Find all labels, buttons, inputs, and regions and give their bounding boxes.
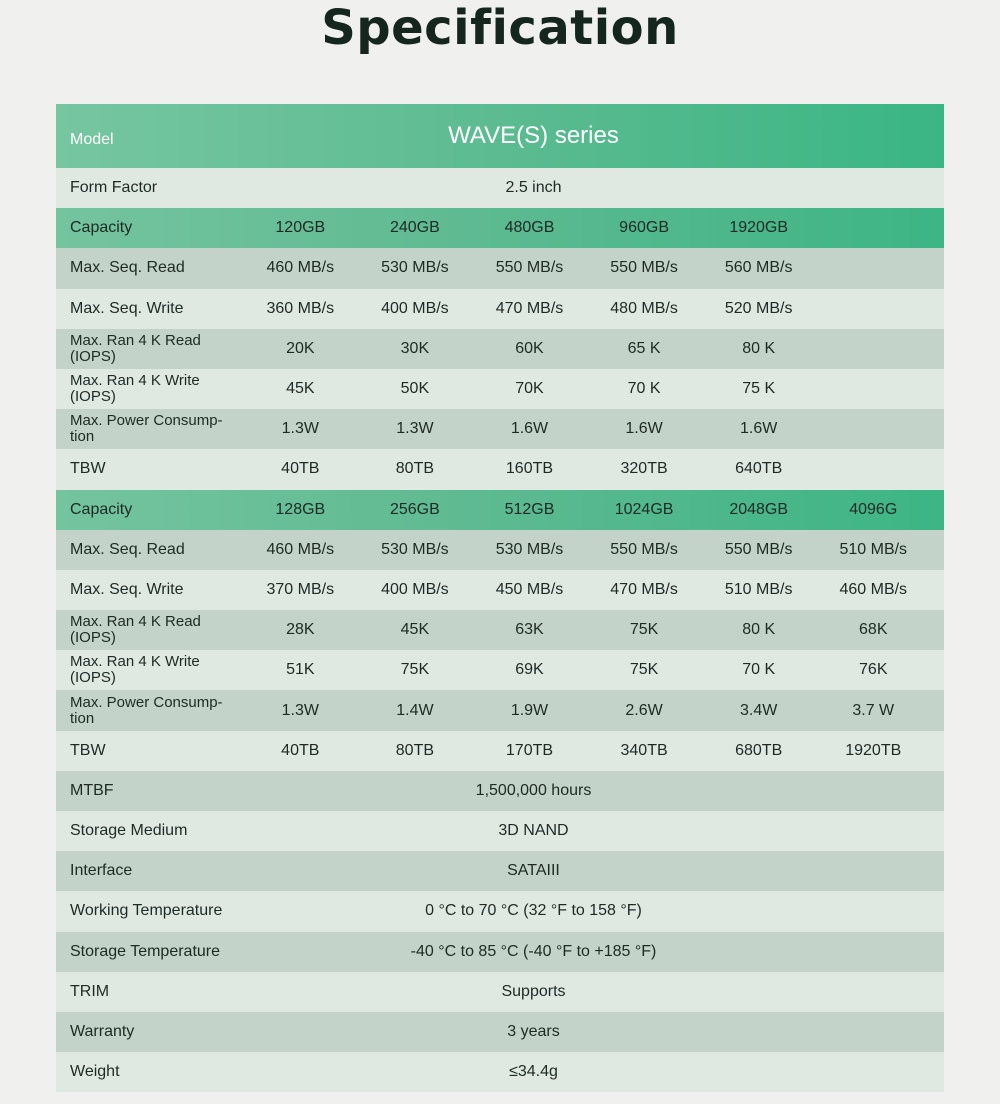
capacity-cell: 128GB	[275, 500, 326, 518]
spec-cell: 1.6W	[625, 420, 663, 438]
capacity-label: Capacity	[70, 500, 133, 518]
spec-cell: 70 K	[627, 380, 661, 398]
common-spec-value: 3 years	[507, 1023, 560, 1041]
capacity-cell: 256GB	[389, 500, 440, 518]
spec-cell: 400 MB/s	[381, 299, 449, 317]
spec-cell: 80 K	[742, 339, 776, 357]
model-label: Model	[70, 131, 114, 148]
spec-cell: 1.3W	[396, 420, 434, 438]
capacity-cell: 240GB	[389, 219, 440, 237]
spec-row-label: Max. Ran 4 K Read (IOPS)	[70, 613, 201, 647]
spec-cell: 520 MB/s	[724, 299, 793, 317]
common-spec-label: Warranty	[70, 1023, 135, 1041]
spec-cell: 340TB	[620, 741, 668, 759]
spec-cell: 63K	[515, 621, 544, 639]
capacity-cell: 480GB	[504, 219, 555, 237]
spec-row-label: TBW	[70, 460, 106, 478]
spec-cell: 400 MB/s	[381, 580, 449, 598]
spec-cell: 50K	[400, 380, 430, 398]
common-specs	[56, 771, 944, 1093]
capacity-group-2	[56, 490, 944, 771]
spec-cell: 65 K	[627, 339, 661, 357]
page-title: Specification	[321, 0, 679, 56]
spec-cell: 20K	[286, 339, 315, 357]
spec-cell: 40TB	[281, 741, 320, 759]
common-spec-row	[56, 1052, 944, 1092]
spec-cell: 69K	[515, 661, 544, 679]
common-spec-value: SATAIII	[507, 862, 560, 880]
common-spec-label: Storage Temperature	[70, 942, 221, 960]
common-spec-value: -40 °C to 85 °C (-40 °F to +185 °F)	[410, 942, 657, 960]
spec-row	[56, 610, 944, 650]
spec-cell: 680TB	[735, 741, 783, 759]
spec-row	[56, 369, 944, 409]
spec-cell: 80 K	[742, 621, 776, 639]
spec-cell: 510 MB/s	[724, 580, 793, 598]
spec-cell: 1.4W	[396, 701, 434, 719]
capacity-label: Capacity	[70, 219, 133, 237]
spec-cell: 80TB	[395, 460, 435, 478]
form-factor-row	[56, 168, 944, 208]
common-spec-value: 3D NAND	[498, 822, 569, 840]
capacity-header-row	[56, 490, 944, 530]
spec-row	[56, 289, 944, 329]
capacity-cell: 2048GB	[729, 500, 789, 518]
spec-cell: 530 MB/s	[495, 540, 564, 558]
spec-cell: 450 MB/s	[495, 580, 564, 598]
common-spec-row	[56, 891, 944, 931]
common-spec-row	[56, 932, 944, 972]
spec-cell: 1.6W	[740, 420, 778, 438]
spec-row-label: TBW	[70, 741, 106, 759]
spec-row-label: Max. Seq. Write	[70, 580, 184, 598]
spec-row	[56, 650, 944, 690]
spec-cell: 160TB	[505, 460, 554, 478]
spec-cell: 45K	[400, 621, 430, 639]
capacity-group-1	[56, 208, 944, 489]
spec-cell: 30K	[400, 339, 430, 357]
spec-cell: 170TB	[505, 741, 554, 759]
spec-cell: 510 MB/s	[839, 540, 908, 558]
common-spec-row	[56, 811, 944, 851]
spec-row	[56, 409, 944, 449]
spec-cell: 70K	[515, 380, 544, 398]
spec-cell: 320TB	[620, 460, 668, 478]
common-spec-value: 0 °C to 70 °C (32 °F to 158 °F)	[425, 902, 642, 920]
common-spec-value: ≤34.4g	[509, 1063, 558, 1081]
spec-cell: 470 MB/s	[610, 580, 678, 598]
spec-row-label: Max. Power Consump-tion	[70, 693, 223, 727]
common-spec-value: Supports	[501, 982, 566, 1000]
spec-table	[56, 104, 944, 1092]
spec-row	[56, 248, 944, 288]
spec-cell: 75K	[400, 661, 430, 679]
spec-cell: 45K	[286, 380, 315, 398]
capacity-cell: 512GB	[504, 500, 555, 518]
common-spec-label: TRIM	[70, 982, 110, 1000]
spec-cell: 550 MB/s	[495, 259, 564, 277]
spec-cell: 76K	[859, 661, 888, 679]
spec-row	[56, 731, 944, 771]
form-factor-value: 2.5 inch	[505, 179, 562, 197]
spec-cell: 460 MB/s	[266, 540, 335, 558]
spec-cell: 40TB	[281, 460, 320, 478]
spec-cell: 550 MB/s	[610, 540, 678, 558]
spec-cell: 480 MB/s	[610, 299, 678, 317]
spec-row	[56, 690, 944, 730]
spec-cell: 460 MB/s	[266, 259, 335, 277]
spec-cell: 460 MB/s	[839, 580, 908, 598]
spec-cell: 3.4W	[740, 701, 778, 719]
common-spec-label: Interface	[70, 862, 133, 880]
common-spec-row	[56, 851, 944, 891]
spec-cell: 370 MB/s	[266, 580, 335, 598]
spec-row-label: Max. Ran 4 K Write (IOPS)	[70, 372, 200, 406]
spec-cell: 70 K	[742, 661, 776, 679]
capacity-cell: 1024GB	[614, 500, 674, 518]
spec-row	[56, 329, 944, 369]
common-spec-label: Working Temperature	[70, 902, 223, 920]
spec-row-label: Max. Seq. Write	[70, 299, 184, 317]
spec-row	[56, 530, 944, 570]
spec-cell: 2.6W	[625, 701, 663, 719]
common-spec-label: Weight	[70, 1063, 120, 1081]
spec-row-label: Max. Ran 4 K Read (IOPS)	[70, 331, 201, 365]
spec-cell: 80TB	[395, 741, 435, 759]
spec-row-label: Max. Seq. Read	[70, 259, 185, 277]
spec-cell: 560 MB/s	[724, 259, 793, 277]
common-spec-label: MTBF	[70, 781, 114, 799]
spec-cell: 1.6W	[510, 420, 549, 438]
spec-cell: 550 MB/s	[610, 259, 678, 277]
common-spec-label: Storage Medium	[70, 822, 188, 840]
spec-cell: 51K	[286, 661, 315, 679]
spec-cell: 360 MB/s	[266, 299, 335, 317]
spec-cell: 1.3W	[281, 701, 319, 719]
common-spec-row	[56, 972, 944, 1012]
spec-cell: 28K	[286, 621, 315, 639]
capacity-cell: 120GB	[275, 219, 326, 237]
spec-cell: 60K	[515, 339, 544, 357]
spec-row	[56, 570, 944, 610]
capacity-header-row	[56, 208, 944, 248]
spec-cell: 530 MB/s	[381, 540, 449, 558]
spec-cell: 75K	[629, 621, 659, 639]
spec-cell: 3.7 W	[852, 701, 895, 719]
capacity-cell: 1920GB	[729, 219, 789, 237]
spec-row-label: Max. Seq. Read	[70, 540, 185, 558]
spec-cell: 75 K	[742, 380, 776, 398]
capacity-cell: 960GB	[619, 219, 669, 237]
common-spec-row	[56, 1012, 944, 1052]
spec-cell: 68K	[859, 621, 888, 639]
spec-cell: 1.3W	[281, 420, 319, 438]
capacity-cell: 4096G	[849, 500, 898, 518]
spec-cell: 640TB	[735, 460, 783, 478]
spec-cell: 470 MB/s	[495, 299, 564, 317]
form-factor-label: Form Factor	[70, 179, 158, 197]
common-spec-value: 1,500,000 hours	[475, 781, 592, 799]
model-row	[56, 104, 944, 168]
spec-row-label: Max. Ran 4 K Write (IOPS)	[70, 653, 200, 687]
common-spec-row	[56, 771, 944, 811]
spec-cell: 75K	[629, 661, 659, 679]
spec-cell: 1.9W	[510, 701, 549, 719]
model-value: WAVE(S) series	[448, 122, 619, 149]
spec-cell: 550 MB/s	[724, 540, 793, 558]
spec-row-label: Max. Power Consump-tion	[70, 412, 223, 446]
spec-cell: 1920TB	[845, 741, 902, 759]
spec-row	[56, 449, 944, 489]
spec-cell: 530 MB/s	[381, 259, 449, 277]
